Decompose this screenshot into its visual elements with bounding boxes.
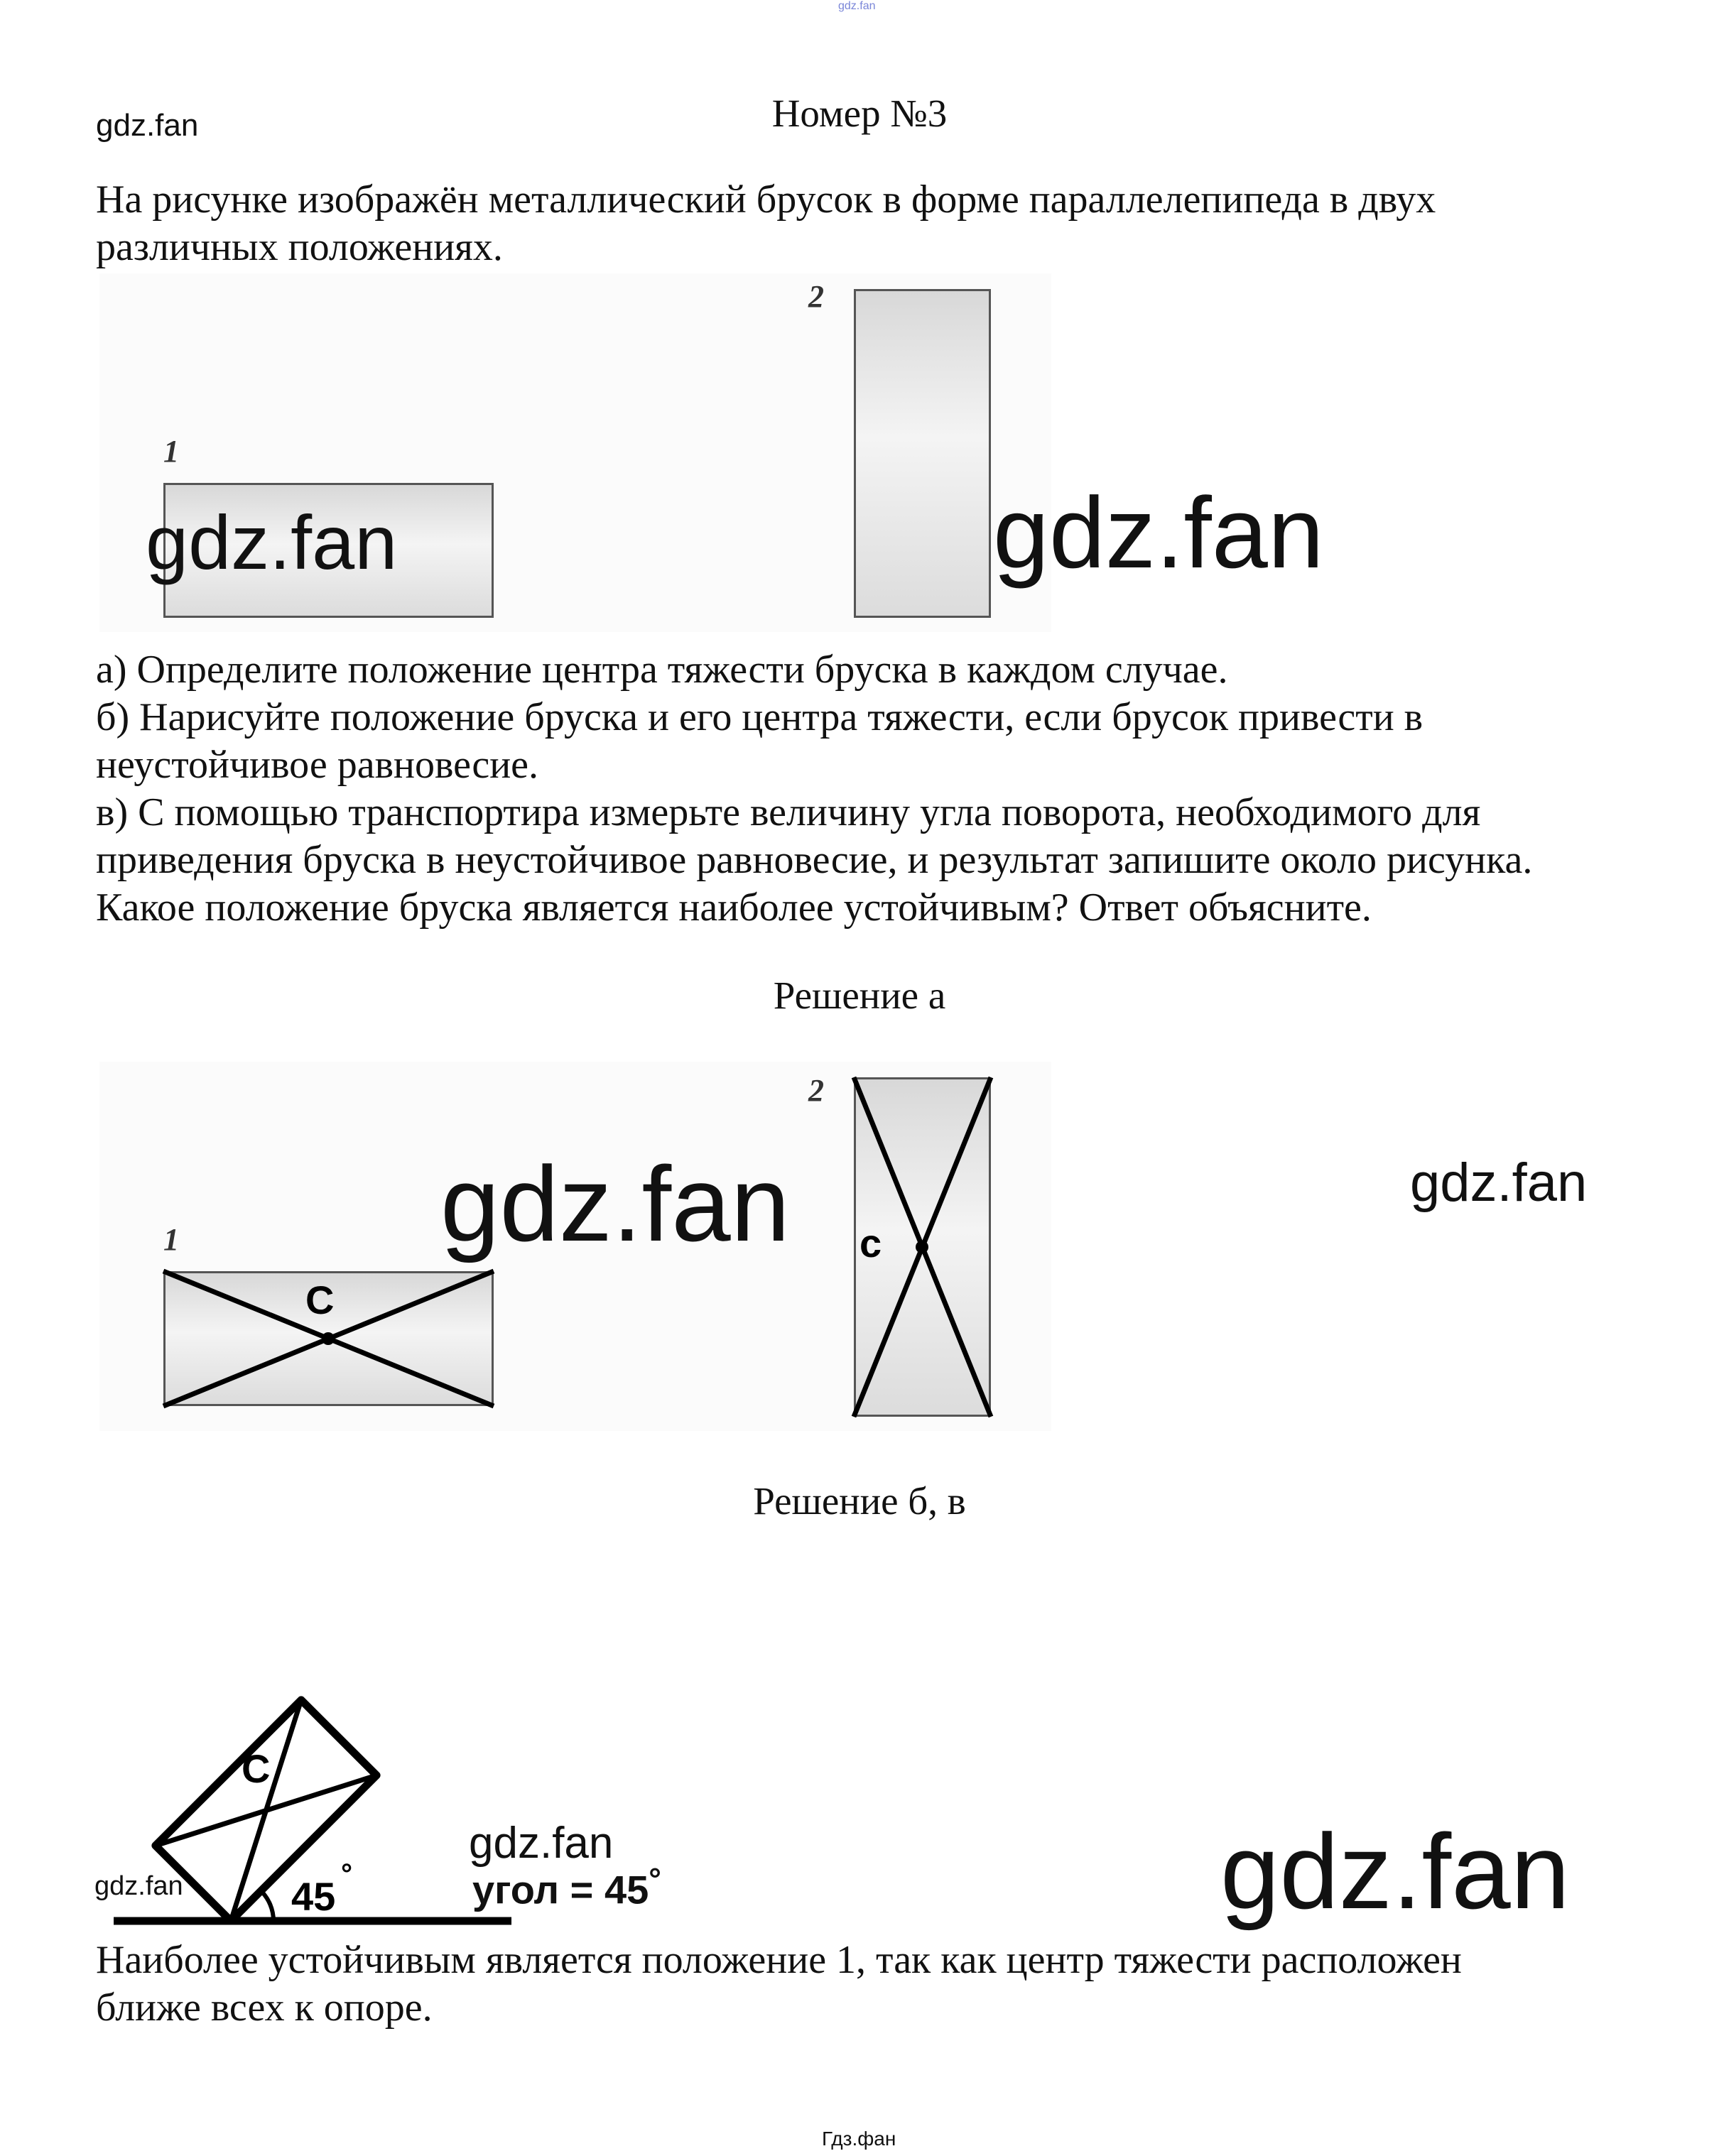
watermark-figure-a: gdz.fan	[146, 499, 398, 585]
answer-text	[96, 1937, 1659, 2032]
angle-text-value: угол = 45	[472, 1867, 649, 1912]
solution-bv-watermark-mid: gdz.fan	[469, 1819, 614, 1868]
intro-text	[96, 176, 1659, 271]
solution-a-label-1: 1	[163, 1222, 179, 1257]
footer-label: Гдз.фан	[822, 2128, 896, 2150]
tilted-center-label: C	[242, 1746, 271, 1791]
angle-label: 45	[291, 1874, 336, 1919]
question-a: а) Определите положение центра тяжести бруска в каждом случае.	[96, 648, 1228, 692]
question-b-line-1: б) Нарисуйте положение бруска и его центра тяжести, если брусок привести в	[96, 695, 1424, 739]
center-point-1	[322, 1332, 335, 1345]
page-title: Номер №3	[771, 92, 948, 135]
center-label-2: c	[860, 1221, 882, 1265]
intro-line-2: различных положениях.	[96, 225, 503, 269]
intro-line-1: На рисунке изображён металлический брусок в форме параллелепипеда в двух	[96, 178, 1436, 222]
figure-label-1: 1	[163, 434, 179, 469]
watermark-figure-b: gdz.fan	[993, 477, 1324, 589]
question-c-line-1: в) С помощью транспортира измерьте величину угла поворота, необходимого для	[96, 790, 1481, 834]
questions	[96, 646, 1687, 932]
question-b-line-2: неустойчивое равновесие.	[96, 743, 539, 787]
angle-text	[472, 1864, 661, 1910]
question-c-line-3: Какое положение бруска является наиболее устойчивым? Ответ объясните.	[96, 886, 1372, 930]
solution-bv-heading: Решение б, в	[753, 1479, 966, 1523]
top-watermark: gdz.fan	[838, 0, 876, 12]
center-label-1: C	[305, 1278, 335, 1322]
center-point-2	[916, 1241, 928, 1253]
answer-line-1: Наиболее устойчивым является положение 1, так как центр тяжести расположен	[96, 1938, 1462, 1982]
solution-a-heading: Решение а	[773, 974, 946, 1017]
solution-bv-watermark-big: gdz.fan	[1220, 1812, 1571, 1931]
angle-arc	[261, 1891, 273, 1921]
solution-a-watermark-right: gdz.fan	[1410, 1153, 1588, 1213]
solution-a-watermark-big: gdz.fan	[440, 1144, 791, 1263]
answer-line-2: ближе всех к опоре.	[96, 1986, 433, 2030]
angle-degree-sign: °	[341, 1858, 352, 1890]
question-c-line-2: приведения бруска в неустойчивое равновесие, и результат запишите около рисунка.	[96, 838, 1533, 882]
figure-label-2: 2	[808, 279, 824, 314]
solution-bv-watermark-small: gdz.fan	[94, 1871, 183, 1901]
site-label: gdz.fan	[96, 108, 199, 143]
solution-a-label-2: 2	[808, 1073, 824, 1108]
block-vertical	[854, 289, 991, 618]
angle-text-degree: °	[649, 1862, 661, 1897]
